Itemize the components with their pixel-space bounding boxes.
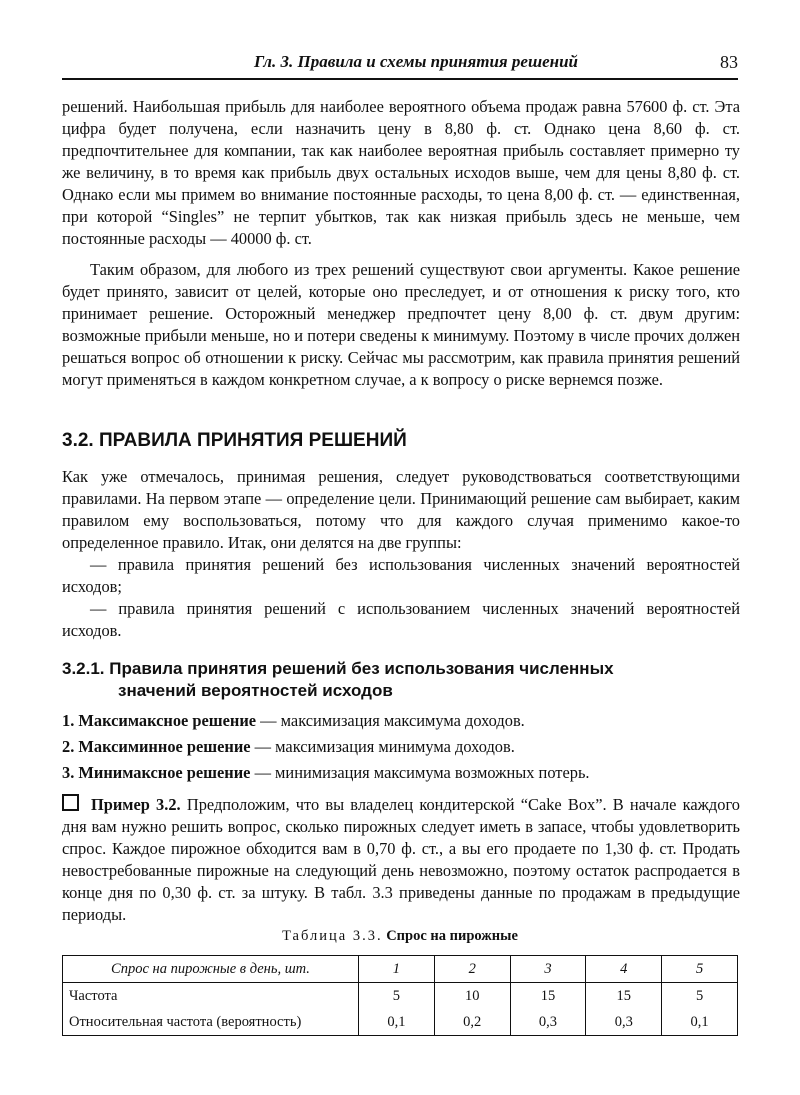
table-header-row bbox=[63, 956, 738, 983]
header-cell: 3 bbox=[510, 956, 586, 983]
table-cell: 15 bbox=[510, 983, 586, 1010]
table-row bbox=[63, 983, 738, 1010]
rule-number: 2. bbox=[62, 737, 75, 756]
rule-term: Максимаксное решение bbox=[78, 711, 257, 730]
table-caption bbox=[0, 928, 800, 945]
rule-item bbox=[62, 760, 590, 786]
table-cell: 0,2 bbox=[434, 1009, 510, 1036]
page-number: 83 bbox=[720, 52, 738, 72]
running-header bbox=[62, 50, 738, 80]
paragraph-text: Таким образом, для любого из трех решений существуют свои аргументы. Какое решение будет принято, зависит от целей, которые оно преследует, и от отношения к риску того, кто принимает решение. Осторожный менеджер предпочтет цену 8,00 ф. ст. двум другим: возможные прибыли меньше, но и потери сведены к минимуму. Поэтому в числе прочих должен решаться вопрос об отношении к риску. Сейчас мы рассмотрим, как правила принятия решений могут применяться в каждом конкретном случае, а к вопросу о риске вернемся позже. bbox=[62, 260, 740, 389]
header-cell: 2 bbox=[434, 956, 510, 983]
table-cell: 0,1 bbox=[359, 1009, 435, 1036]
group-item-1: — правила принятия решений без использования численных значений вероятностей исходов; bbox=[62, 555, 740, 596]
example-text: Предположим, что вы владелец кондитерской “Cake Box”. В начале каждого дня вам нужно решить вопрос, сколько пирожных следует иметь в запасе, чтобы удовлетворить спрос. Каждое пирожное обходится вам в 0,70 ф. ст., а вы его продаете по 1,30 ф. ст. Продать невостребованные пирожные на следующий день невозможно, поэтому остаток распродается в конце дня по 0,30 ф. ст. за штуку. В табл. 3.3 приведены данные по продажам в предыдущие периоды. bbox=[62, 795, 740, 924]
rule-item bbox=[62, 708, 590, 734]
paragraph-arguments bbox=[62, 259, 740, 391]
chapter-title: Гл. 3. Правила и схемы принятия решений bbox=[253, 52, 578, 71]
section-heading: 3.2. ПРАВИЛА ПРИНЯТИЯ РЕШЕНИЙ bbox=[62, 430, 407, 451]
header-cell: 4 bbox=[586, 956, 662, 983]
header-cell: 1 bbox=[359, 956, 435, 983]
example-block bbox=[62, 794, 740, 926]
rule-number: 1. bbox=[62, 711, 75, 730]
caption-title: Спрос на пирожные bbox=[386, 928, 518, 944]
table-row bbox=[63, 1009, 738, 1036]
caption-prefix: Таблица 3.3. bbox=[282, 928, 383, 944]
subsection-heading-line1: 3.2.1. Правила принятия решений без использования численных bbox=[62, 659, 614, 678]
paragraph-text: решений. Наибольшая прибыль для наиболее вероятного объема продаж равна 57600 ф. ст. Эта цифра будет получена, если назначить цену в 8,80 ф. ст. Однако цена 8,60 ф. ст. предпочтительнее для компании, так как наиболее вероятная прибыль составляет примерно ту же величину, в то время как прибыль двух остальных исходов выше, чем для цены 8,80 ф. ст. Однако если мы примем во внимание постоянные расходы, то цена 8,00 ф. ст. — единственная, при которой “Singles” не терпит убытков, так как низкая прибыль здесь не меньше, чем постоянные расходы — 40000 ф. ст. bbox=[62, 97, 740, 248]
rule-desc: — максимизация минимума доходов. bbox=[254, 737, 515, 756]
example-label: Пример 3.2. bbox=[91, 795, 181, 814]
table-cell: 0,3 bbox=[510, 1009, 586, 1036]
rule-desc: — максимизация максимума доходов. bbox=[260, 711, 525, 730]
example-box-icon bbox=[62, 794, 79, 811]
demand-table bbox=[62, 955, 738, 1036]
subsection-heading bbox=[62, 658, 740, 702]
header-cell: Спрос на пирожные в день, шт. bbox=[63, 956, 359, 983]
rule-number: 3. bbox=[62, 763, 75, 782]
paragraph-continuation bbox=[62, 96, 740, 250]
subsection-heading-line2: значений вероятностей исходов bbox=[118, 681, 393, 700]
table-cell: 0,3 bbox=[586, 1009, 662, 1036]
rule-term: Максиминное решение bbox=[78, 737, 251, 756]
rule-term: Минимаксное решение bbox=[78, 763, 251, 782]
table-cell: 0,1 bbox=[662, 1009, 738, 1036]
row-label: Относительная частота (вероятность) bbox=[63, 1009, 359, 1036]
table-cell: 15 bbox=[586, 983, 662, 1010]
rules-list bbox=[62, 708, 590, 786]
row-label: Частота bbox=[63, 983, 359, 1010]
rule-desc: — минимизация максимума возможных потерь. bbox=[254, 763, 590, 782]
header-cell: 5 bbox=[662, 956, 738, 983]
table-cell: 10 bbox=[434, 983, 510, 1010]
table-cell: 5 bbox=[662, 983, 738, 1010]
section-intro bbox=[62, 466, 740, 642]
group-item-2: — правила принятия решений с использованием численных значений вероятностей исходов. bbox=[62, 599, 740, 640]
intro-text: Как уже отмечалось, принимая решения, следует руководствоваться соответствующими правилами. На первом этапе — определение цели. Принимающий решение сам выбирает, каким правилом ему воспользоваться, потому что для каждого случая применимо какое-то определенное правило. Итак, они делятся на две группы: bbox=[62, 467, 740, 552]
table-cell: 5 bbox=[359, 983, 435, 1010]
rule-item bbox=[62, 734, 590, 760]
